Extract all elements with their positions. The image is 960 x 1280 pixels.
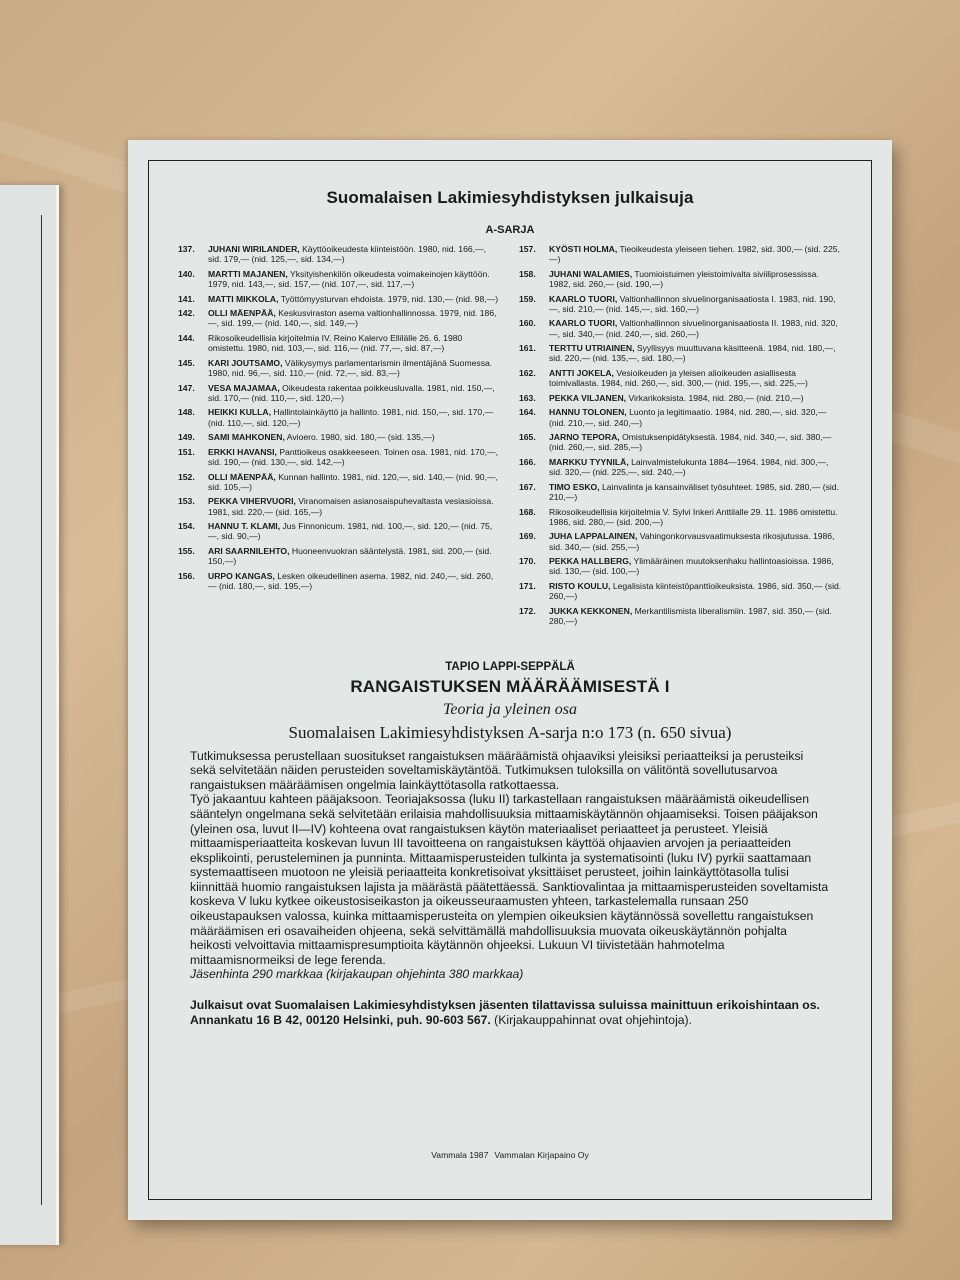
publication-description: [549, 581, 842, 601]
publication-details: Käyttöoikeudesta kiinteistöön. 1980, nid. 166,—, sid. 179,— (nid. 125,—, sid. 134,—): [208, 244, 486, 265]
footer-place-year: Vammala 1987: [431, 1150, 489, 1160]
publication-entry: [178, 447, 501, 467]
publication-number: 170.: [519, 556, 536, 567]
publication-details: Lainvalmistelukunta 1884—1964. 1984, nid. 300,—, sid. 320,— (nid. 225,—, sid. 240,—): [549, 456, 829, 478]
publication-author: KAARLO TUORI,: [549, 318, 618, 329]
publication-details: Lainvalinta ja kansainväliset työsuhteet. 1985, sid. 280,— (sid. 210,—): [549, 481, 839, 502]
publication-details: Kunnan hallinto. 1981, nid. 120,—, sid. 140,— (nid. 90,—, sid. 105,—): [208, 471, 498, 492]
publication-description: [208, 496, 501, 516]
publication-entry: [519, 457, 842, 477]
publication-entry: [178, 308, 501, 328]
publication-details: Virkarikoksista. 1984, nid. 280,— (nid. 210,—): [628, 392, 804, 403]
publication-details: Ylimääräinen muutoksenhaku hallintoasioissa. 1986, sid. 130,— (sid. 100,—): [549, 556, 834, 577]
publication-description: [208, 447, 501, 467]
publication-author: JUHANI WALAMIES,: [549, 268, 633, 279]
publication-details: Merkantilismista liberalismiin. 1987, sid. 350,— (sid. 280,—): [549, 605, 832, 626]
publication-number: 159.: [519, 293, 536, 304]
publication-number: 152.: [178, 471, 195, 482]
publication-description: [208, 383, 501, 403]
publication-number: 162.: [519, 367, 536, 378]
publication-entry: [178, 294, 501, 304]
left-booklet-frame: [0, 215, 42, 1205]
publication-number: 172.: [519, 605, 536, 616]
publication-entry: [178, 496, 501, 516]
publication-details: Valtionhallinnon sivuelinorganisaatiosta I. 1983, nid. 190,—, sid. 210,— (nid. 145,—, sid. 160,—): [549, 293, 836, 314]
publication-entry: [519, 482, 842, 502]
publication-number: 149.: [178, 432, 195, 443]
publication-number: 142.: [178, 308, 195, 319]
publication-details: Keskusviraston asema valtionhallinnossa. 1979, nid. 186,—, sid. 199,— (nid. 140,—, sid. 149,—): [208, 308, 497, 329]
left-booklet: [0, 185, 59, 1245]
publication-entry: [178, 571, 501, 591]
publication-entry: [519, 507, 842, 527]
publication-number: 137.: [178, 244, 195, 254]
publication-author: TERTTU UTRIAINEN,: [549, 343, 635, 354]
publication-entry: [178, 333, 501, 353]
publication-number: 160.: [519, 318, 536, 329]
publication-description: [549, 556, 842, 576]
description-paragraph: Työ jakaantuu kahteen pääjaksoon. Teoriajaksossa (luku II) tarkastellaan rangaistuksen määräämistä oikeudellisen sääntelyn ongelmana sekä selvitetään erilaisia mahdollisuuksia mittaamiskäytännön ohjaamiseksi. Toisen pääjakson (yleinen osa, luvut II—IV) kohteena ovat rangaistuksen käytön materiaaliset periaatteet ja perusteet. Yleisiä mittaamisperiaatteita koskevan luvun III tavoitteena on rangaistuksen käyttöä ohjaavien arvojen ja periaatteiden eksplikointi, perusteleminen ja punninta. Mittaamisperusteiden tulkinta ja systematisointi (luku IV) pyrkii saattamaan systemaattiseen muotoon ne yleisiä periaatteita konkretisoivat yksittäiset perusteet, joihin lainkäyttötasolla tulisi kiinnittää huomio rangaistuksen lajista ja määrästä päätettäessä. Sanktiovalintaa ja mittaamisperusteiden soveltamista koskeva V luku kytkee oikeustosiseikaston ja oikeusseuraamusten yhteen, tarkastelemalla runsaan 250 oikeustapauksen valossa, kuinka mittaamisperusteita on ylempien oikeuksien käytännössä sovellettu rangaistuksen määräämisen eri osavaiheiden ohjeena, sekä selvittämällä mahdollisuuksia muovata oikeuskäytännön pohjalta heikosti velvoittavia mittaamispresumptioita käytännön ohjeeksi. Lukuun VI tiivistetään hahmotelma mittaamisnormeiksi de lege ferenda.: [190, 792, 829, 967]
publication-number: 141.: [178, 293, 195, 304]
publication-author: JUHA LAPPALAINEN,: [549, 531, 638, 542]
publication-author: KYÖSTI HOLMA,: [549, 244, 618, 254]
publication-description: [549, 407, 842, 427]
publication-author: PEKKA VIHERVUORI,: [208, 496, 296, 507]
publication-number: 145.: [178, 357, 195, 368]
publication-details: Tuomioistuimen yleistoimivalta siviiliprosessissa. 1982, sid. 260,— (sid. 190,—): [549, 268, 819, 289]
publication-entry: [178, 407, 501, 427]
publication-details: Panttioikeus osakkeeseen. Toinen osa. 1981, nid. 170,—, sid. 190,— (nid. 130,—, sid. 142,—): [208, 446, 498, 467]
publication-author: HANNU TOLONEN,: [549, 407, 627, 418]
publication-description: [549, 269, 842, 289]
publication-number: 140.: [178, 268, 195, 279]
publication-number: 165.: [519, 432, 536, 443]
publication-details: Jus Finnonicum. 1981, nid. 100,—, sid. 120,— (nid. 75,—, sid. 90,—): [208, 521, 493, 542]
publication-author: ERKKI HAVANSI,: [208, 446, 277, 457]
publication-details: Valtionhallinnon sivuelinorganisaatiosta II. 1983, nid. 320,—, sid. 340,— (nid. 240,—, sid. 260,—): [549, 318, 838, 339]
publication-author: VESA MAJAMAA,: [208, 382, 280, 393]
member-price: Jäsenhinta 290 markkaa (kirjakaupan ohjehinta 380 markkaa): [190, 967, 524, 982]
publication-details: Hallintolainkäyttö ja hallinto. 1981, nid. 150,—, sid. 170,— (nid. 110,—, sid. 120,—): [208, 407, 494, 428]
publication-description: [208, 244, 501, 264]
publication-entry: [519, 244, 842, 264]
publication-entry: [519, 581, 842, 601]
publication-author: PEKKA HALLBERG,: [549, 556, 632, 567]
publication-number: 147.: [178, 382, 195, 393]
publication-author: PEKKA VILJANEN,: [549, 392, 627, 403]
publication-description: [549, 432, 842, 452]
publication-number: 168.: [519, 506, 536, 517]
publication-description: [549, 457, 842, 477]
publication-author: URPO KANGAS,: [208, 570, 275, 581]
publication-number: 163.: [519, 392, 536, 403]
publication-details: Välikysymys parlamentarismin ilmentäjänä Suomessa. 1980, nid. 96,—, sid. 110,— (nid. 72,—, sid. 83,—): [208, 357, 493, 378]
publication-entry: [519, 318, 842, 338]
publication-details: Huoneenvuokran sääntelystä. 1981, sid. 200,— (sid. 150,—): [208, 545, 492, 567]
book-series-line: Suomalaisen Lakimiesyhdistyksen A-sarja n:o 173 (n. 650 sivua): [288, 722, 732, 742]
book-description: [190, 749, 830, 968]
publication-author: HANNU T. KLAMI,: [208, 521, 281, 532]
series-heading: A-SARJA: [485, 224, 535, 236]
ordering-note-bold: Julkaisut ovat Suomalaisen Lakimiesyhdistyksen jäsenten tilattavissa suluissa mainittuun erikoishintaan os. Annankatu 16 B 42, 00120 Helsinki, puh. 90-603 567.: [190, 998, 820, 1027]
publication-description: [549, 482, 842, 502]
publication-entry: [178, 432, 501, 442]
publication-list: [178, 244, 842, 631]
page-title: Suomalaisen Lakimiesyhdistyksen julkaisuja: [326, 188, 694, 207]
publication-details: Legalisista kiinteistöpanttioikeuksista. 1986, sid. 350,— (sid. 260,—): [549, 580, 842, 602]
publication-number: 153.: [178, 496, 195, 507]
publication-description: [208, 407, 501, 427]
publication-details: Lesken oikeudellinen asema. 1982, nid. 240,—, sid. 260,— (nid. 180,—, sid. 195,—): [208, 570, 494, 591]
publication-number: 144.: [178, 332, 195, 343]
publication-description: [208, 333, 501, 353]
publication-entry: [178, 472, 501, 492]
publication-details: Tieoikeudesta yleiseen tiehen. 1982, sid. 300,— (sid. 225,—): [549, 244, 840, 265]
publication-number: 157.: [519, 244, 536, 254]
publication-description: [549, 244, 842, 264]
publication-author: ARI SAARNILEHTO,: [208, 545, 290, 556]
publication-number: 171.: [519, 580, 536, 591]
publication-details: Yksityishenkilön oikeudesta voimakeinojen käyttöön. 1979, nid. 143,—, sid. 157,— (nid. 107,—, sid. 117,—): [208, 268, 490, 289]
publication-description: [549, 318, 842, 338]
printer-footer: [128, 1150, 892, 1160]
publication-column-right: [519, 244, 842, 631]
publication-details: Rikosoikeudellisia kirjoitelmia IV. Reino Kalervo Ellilälle 26. 6. 1980 omistettu. 1980, nid. 103,—, sid. 116,— (nid. 77,—, sid. 87,—): [208, 332, 463, 354]
publication-number: 148.: [178, 407, 195, 418]
book-announcement: [178, 661, 842, 1028]
publication-author: TIMO ESKO,: [549, 481, 600, 492]
publication-description: [208, 472, 501, 492]
publication-entry: [178, 546, 501, 566]
publication-author: ANTTI JOKELA,: [549, 367, 614, 378]
publication-entry: [519, 393, 842, 403]
publication-entry: [178, 383, 501, 403]
book-author: TAPIO LAPPI-SEPPÄLÄ: [445, 660, 575, 673]
publication-details: Oikeudesta rakentaa poikkeusluvalla. 1981, nid. 150,—, sid. 170,— (nid. 110,—, sid. 120,—): [208, 382, 495, 403]
publication-author: JUHANI WIRILANDER,: [208, 244, 300, 254]
publication-author: OLLI MÄENPÄÄ,: [208, 308, 276, 319]
publication-description: [208, 571, 501, 591]
publication-details: Rikosoikeudellisia kirjoitelmia V. Sylvi Inkeri Anttilalle 29. 11. 1986 omistettu. 1986, sid. 280,— (sid. 200,—): [549, 506, 838, 527]
publication-author: OLLI MÄENPÄÄ,: [208, 471, 276, 482]
publication-description: [208, 546, 501, 566]
publication-details: Omistuksenpidätyksestä. 1984, nid. 340,—, sid. 380,— (nid. 260,—, sid. 285,—): [549, 432, 832, 453]
publication-author: HEIKKI KULLA,: [208, 407, 272, 418]
publication-number: 151.: [178, 446, 195, 457]
publication-author: KAARLO TUORI,: [549, 293, 618, 304]
publication-entry: [178, 269, 501, 289]
footer-printer: Vammalan Kirjapaino Oy: [494, 1150, 589, 1160]
publication-number: 155.: [178, 545, 195, 556]
publication-description: [208, 308, 501, 328]
description-paragraph: Tutkimuksessa perustellaan suositukset rangaistuksen määräämistä ohjaaviksi yleisiksi periaatteiksi ja perusteiksi sekä selvitetään näiden perusteiden soveltamiskäytäntöä. Tutkimuksen tuloksilla on välitöntä sovellutusarvoa rangaistuksen määräämisen ongelmia lainkäyttötasolla ratkottaessa.: [190, 748, 804, 792]
publication-description: [208, 521, 501, 541]
publication-description: [549, 294, 842, 314]
publication-entry: [519, 432, 842, 452]
document-page: [128, 140, 892, 1220]
publication-number: 164.: [519, 407, 536, 418]
publication-entry: [178, 244, 501, 264]
publication-column-left: [178, 244, 501, 631]
page-content: [178, 188, 842, 1027]
publication-details: Vesioikeuden ja yleisen alioikeuden asiallisesta toimivallasta. 1984, nid. 260,—, sid. 300,— (nid. 195,—, sid. 225,—): [549, 367, 808, 389]
publication-description: [208, 432, 501, 442]
publication-number: 166.: [519, 456, 536, 467]
publication-description: [549, 606, 842, 626]
ordering-note-rest: (Kirjakauppahinnat ovat ohjehintoja).: [490, 1012, 693, 1027]
publication-entry: [178, 358, 501, 378]
publication-number: 161.: [519, 343, 536, 354]
publication-number: 154.: [178, 521, 195, 532]
publication-number: 169.: [519, 531, 536, 542]
publication-description: [549, 343, 842, 363]
publication-author: MATTI MIKKOLA,: [208, 293, 279, 304]
ordering-note: [190, 998, 830, 1027]
publication-entry: [519, 531, 842, 551]
publication-entry: [519, 556, 842, 576]
publication-number: 158.: [519, 268, 536, 279]
publication-entry: [519, 294, 842, 314]
publication-details: Avioero. 1980, sid. 180,— (sid. 135,—): [286, 432, 435, 443]
publication-description: [549, 368, 842, 388]
publication-description: [549, 531, 842, 551]
publication-author: MARTTI MAJANEN,: [208, 268, 288, 279]
publication-entry: [178, 521, 501, 541]
publication-description: [549, 507, 842, 527]
publication-author: SAMI MAHKONEN,: [208, 432, 285, 443]
publication-number: 156.: [178, 570, 195, 581]
publication-description: [549, 393, 842, 403]
publication-author: KARI JOUTSAMO,: [208, 357, 283, 368]
publication-entry: [519, 368, 842, 388]
publication-author: JUKKA KEKKONEN,: [549, 605, 633, 616]
publication-entry: [519, 407, 842, 427]
publication-author: RISTO KOULU,: [549, 580, 611, 591]
publication-number: 167.: [519, 481, 536, 492]
book-title: RANGAISTUKSEN MÄÄRÄÄMISESTÄ I: [350, 676, 670, 696]
publication-author: JARNO TEPORA,: [549, 432, 620, 443]
publication-details: Työttömyysturvan ehdoista. 1979, nid. 130,— (nid. 98,—): [280, 293, 499, 304]
publication-entry: [519, 606, 842, 626]
publication-entry: [519, 269, 842, 289]
book-subtitle: Teoria ja yleinen osa: [442, 700, 578, 718]
publication-description: [208, 358, 501, 378]
publication-details: Syyllisyys muuttuvana käsitteenä. 1984, nid. 180,—, sid. 220,— (nid. 135,—, sid. 180,—): [549, 343, 836, 364]
publication-description: [208, 294, 501, 304]
publication-details: Viranomaisen asianosaispuhevaltasta vesiasioissa. 1981, sid. 220,— (sid. 165,—): [208, 496, 494, 517]
publication-details: Luonto ja legitimaatio. 1984, nid. 280,—, sid. 320,— (nid. 210,—, sid. 240,—): [549, 407, 827, 428]
publication-details: Vahingonkorvausvaatimuksesta rikosjutussa. 1986, sid. 340,— (sid. 255,—): [549, 531, 835, 552]
publication-author: MARKKU TYYNILÄ,: [549, 456, 629, 467]
publication-entry: [519, 343, 842, 363]
publication-description: [208, 269, 501, 289]
